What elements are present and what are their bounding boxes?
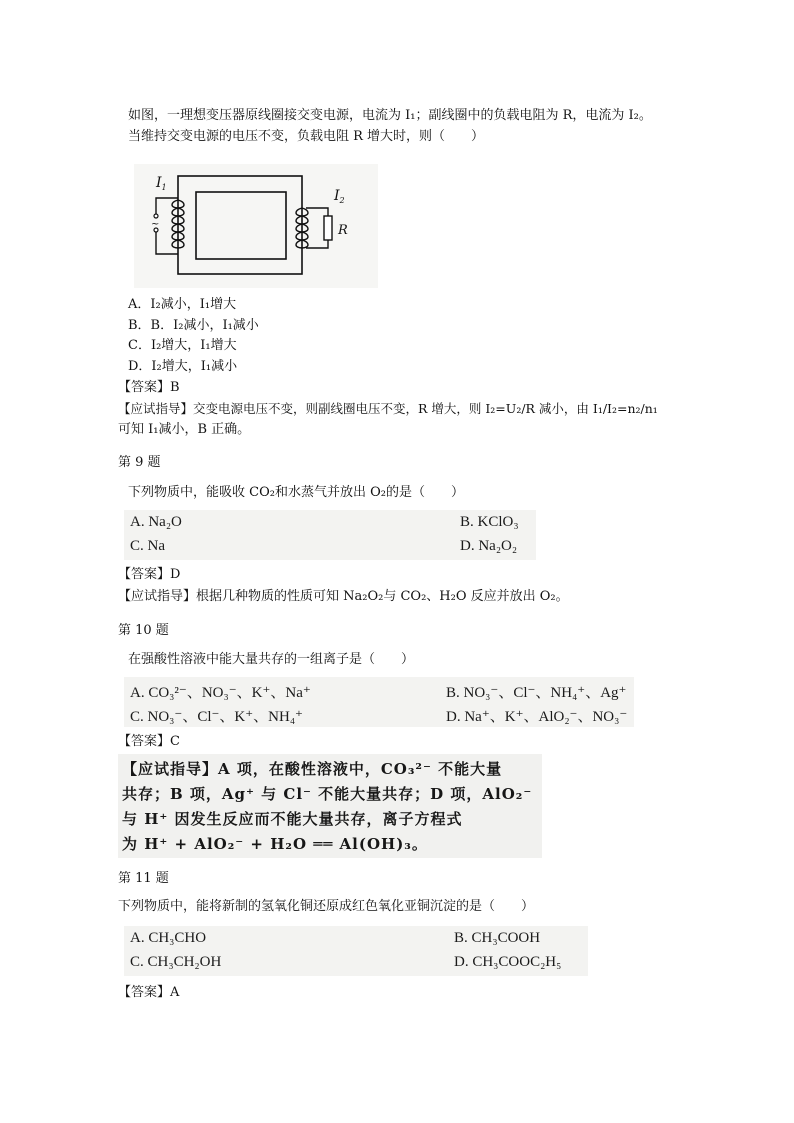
- q9-options-scan: [124, 510, 536, 560]
- q9-option-a: A. Na₂O: [130, 514, 182, 530]
- q10-answer: 【答案】C: [118, 734, 180, 749]
- svg-text:~: ~: [151, 219, 160, 230]
- q10-stem: 在强酸性溶液中能大量共存的一组离子是（ ）: [128, 652, 415, 667]
- q8-guide-line2: 可知 I₁减小，B 正确。: [118, 422, 251, 437]
- q8-guide-line1: 【应试指导】交变电源电压不变，则副线圈电压不变，R 增大，则 I₂=U₂/R 减小，由 I₁/I₂=n₂/n₁: [118, 401, 658, 416]
- q9-option-d: D. Na₂O₂: [460, 538, 518, 554]
- transformer-diagram: [134, 164, 378, 288]
- q9-guide: 【应试指导】根据几种物质的性质可知 Na₂O₂与 CO₂、H₂O 反应并放出 O₂。: [118, 589, 569, 604]
- q10-guide-line4: 为 H⁺ + AlO₂⁻ + H₂O ══ Al(OH)₃。: [122, 835, 428, 853]
- q11-options-scan: [124, 926, 588, 976]
- label-I2: $I_2$: [334, 188, 345, 205]
- q8-option-c: C．I₂增大，I₁增大: [128, 338, 237, 353]
- q8-answer: 【答案】B: [118, 380, 180, 395]
- q9-option-c: C. Na: [130, 538, 165, 554]
- q8-option-b: B．B．I₂减小，I₁减小: [128, 318, 259, 333]
- q10-option-b: B. NO₃⁻、Cl⁻、NH₄⁺、Ag⁺: [446, 685, 627, 701]
- q10-title: 第 10 题: [118, 623, 169, 638]
- q10-option-a: A. CO₃²⁻、NO₃⁻、K⁺、Na⁺: [130, 685, 311, 701]
- transformer-figure: [134, 164, 378, 288]
- label-R: R: [338, 223, 348, 238]
- q11-option-d: D. CH₃COOC₂H₅: [454, 954, 562, 970]
- q10-option-d: D. Na⁺、K⁺、AlO₂⁻、NO₃⁻: [446, 709, 628, 725]
- q11-answer: 【答案】A: [118, 985, 180, 1000]
- q10-guide-line3: 与 H⁺ 因发生反应而不能大量共存，离子方程式: [122, 810, 463, 828]
- q9-title: 第 9 题: [118, 455, 161, 470]
- q10-guide-line2: 共存；B 项，Ag⁺ 与 Cl⁻ 不能大量共存；D 项，AlO₂⁻: [122, 785, 533, 803]
- q10-guide-line1: 【应试指导】A 项，在酸性溶液中，CO₃²⁻ 不能大量: [122, 760, 503, 778]
- q9-answer: 【答案】D: [118, 567, 181, 582]
- q8-option-a: A．I₂减小，I₁增大: [128, 297, 237, 312]
- q11-stem: 下列物质中，能将新制的氢氧化铜还原成红色氧化亚铜沉淀的是（ ）: [118, 899, 535, 914]
- q10-options-scan: [124, 677, 634, 727]
- q8-option-d: D．I₂增大，I₁减小: [128, 359, 238, 374]
- q10-option-c: C. NO₃⁻、Cl⁻、K⁺、NH₄⁺: [130, 709, 303, 725]
- q11-option-b: B. CH₃COOH: [454, 930, 541, 946]
- q8-stem-line2: 当维持交变电源的电压不变，负载电阻 R 增大时，则（ ）: [128, 129, 485, 144]
- q11-option-c: C. CH₃CH₂OH: [130, 954, 222, 970]
- q11-title: 第 11 题: [118, 871, 169, 886]
- q9-option-b: B. KClO₃: [460, 514, 519, 530]
- q8-stem-line1: 如图，一理想变压器原线圈接交变电源，电流为 I₁；副线圈中的负载电阻为 R，电流为 I₂。: [128, 108, 652, 123]
- q11-option-a: A. CH₃CHO: [130, 930, 207, 946]
- resistor-symbol: [324, 216, 332, 240]
- q10-guide-scan: [118, 754, 542, 858]
- label-I1: $I_1$: [156, 175, 167, 192]
- q9-stem: 下列物质中，能吸收 CO₂和水蒸气并放出 O₂的是（ ）: [128, 485, 464, 500]
